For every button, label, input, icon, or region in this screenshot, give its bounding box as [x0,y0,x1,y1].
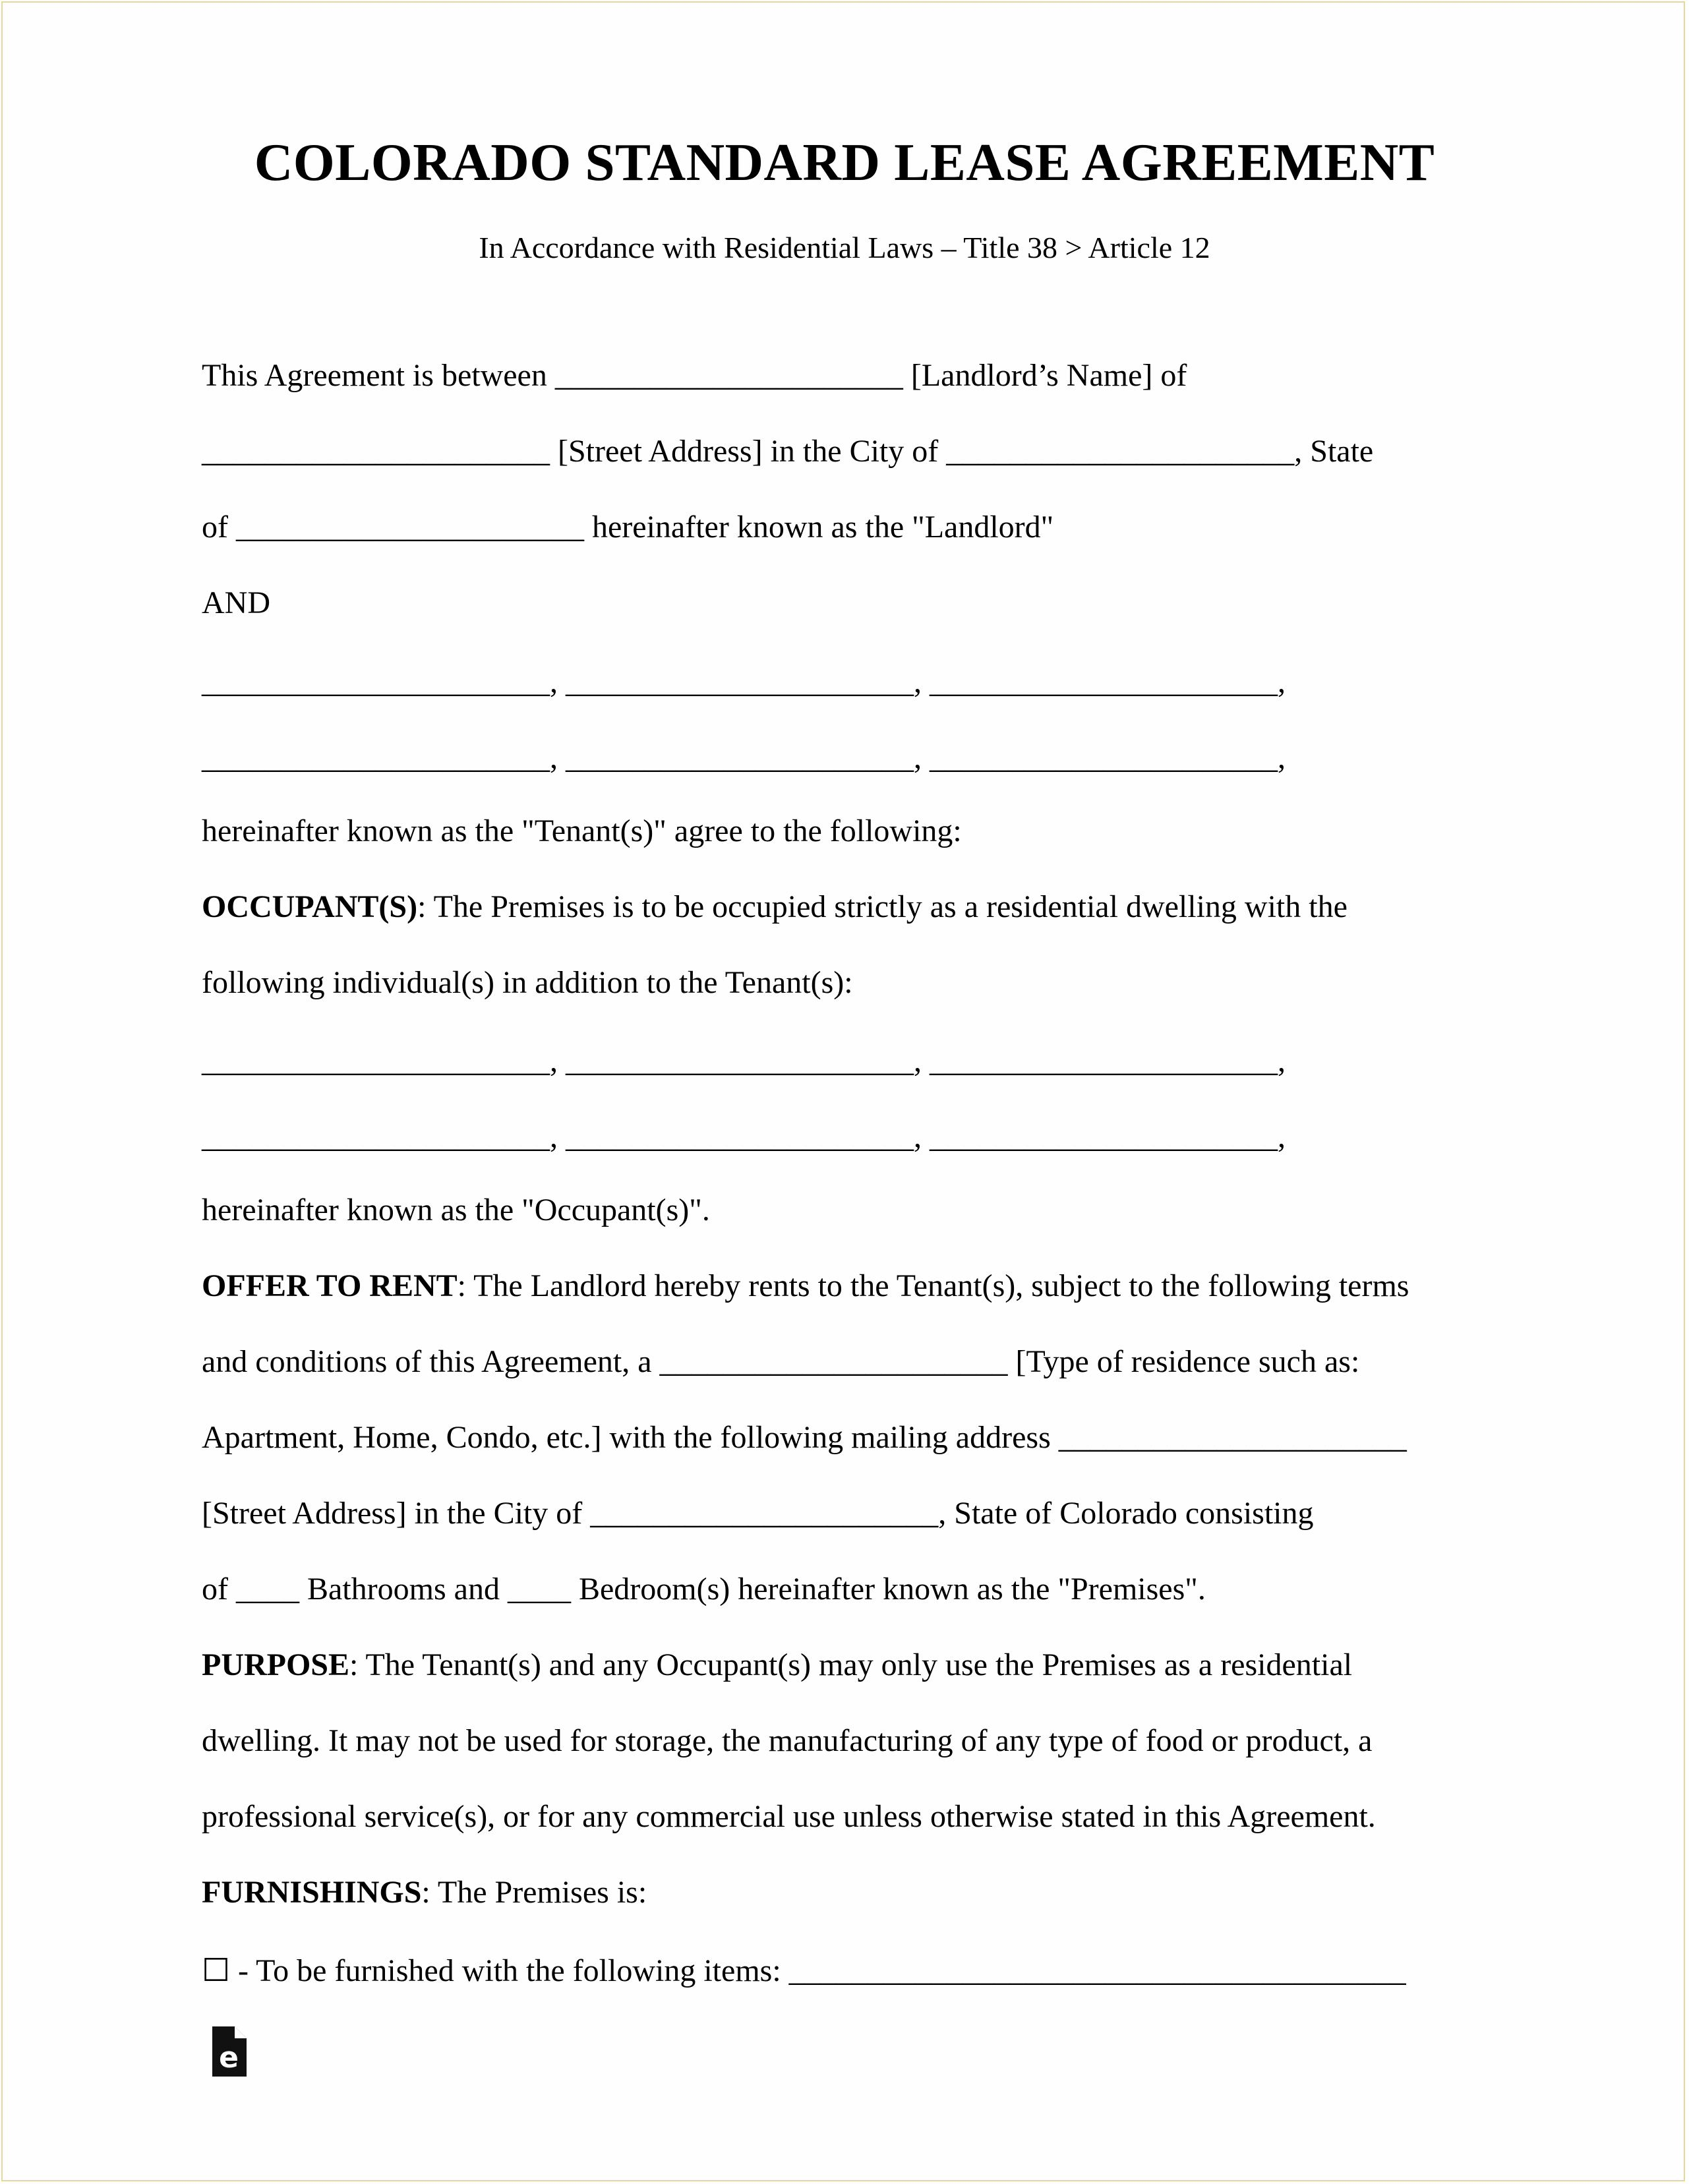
purpose-clause-line [202,1646,1352,1684]
mailing-address-line: Apartment, Home, Condo, etc.] with the following mailing address ______________________ [202,1420,1407,1455]
occupants-known-as-line: hereinafter known as the "Occupant(s)". [202,1193,710,1227]
occupant-names-line-1: ______________________, ______________________, ______________________, [202,1044,1286,1078]
residence-type-line: and conditions of this Agreement, a ______________________ [Type of residence such as: [202,1344,1360,1379]
occupant-names-line-2: ______________________, ______________________, ______________________, [202,1119,1286,1154]
tenants-known-as-line: hereinafter known as the "Tenant(s)" agree to the following: [202,813,962,848]
occupants-individuals-line: following individual(s) in addition to the Tenant(s): [202,965,853,1000]
tenant-names-line-2: ______________________, ______________________, ______________________, [202,740,1286,775]
furnished-option-text: - To be furnished with the following items: _______________________________________ [230,1953,1406,1988]
landlord-state-line: of ______________________ hereinafter known as the "Landlord" [202,510,1054,545]
landlord-address-line: ______________________ [Street Address] in the City of ______________________, State [202,434,1374,469]
offer-to-rent-text: : The Landlord hereby rents to the Tenant(s), subject to the following terms [457,1268,1409,1303]
furnished-option-line [202,1952,1406,1990]
purpose-line-2: dwelling. It may not be used for storage, the manufacturing of any type of food or product, a [202,1723,1373,1758]
furnishings-text: : The Premises is: [421,1875,647,1910]
purpose-line-3: professional service(s), or for any commercial use unless otherwise stated in this Agreement. [202,1799,1376,1834]
agreement-parties-line: This Agreement is between ______________________ [Landlord’s Name] of [202,358,1187,393]
furnishings-heading: FURNISHINGS [202,1875,422,1910]
offer-to-rent-heading: OFFER TO RENT [202,1268,458,1303]
occupants-text: : The Premises is to be occupied strictly as a residential dwelling with the [417,889,1348,924]
purpose-heading: PURPOSE [202,1647,350,1682]
document-title: COLORADO STANDARD LEASE AGREEMENT [254,133,1435,192]
bathrooms-bedrooms-line: of ____ Bathrooms and ____ Bedroom(s) hereinafter known as the "Premises". [202,1572,1206,1607]
page-border [1,1,1685,2181]
premises-city-line: [Street Address] in the City of ______________________, State of Colorado consisting [202,1496,1314,1531]
tenant-names-line-1: ______________________, ______________________, ______________________, [202,664,1286,699]
purpose-text: : The Tenant(s) and any Occupant(s) may only use the Premises as a residential [349,1647,1353,1682]
offer-to-rent-line [202,1267,1409,1305]
document-logo-icon [210,2025,248,2078]
document-subtitle: In Accordance with Residential Laws – Title 38 > Article 12 [479,231,1210,264]
furnished-checkbox[interactable]: ☐ [202,1953,231,1988]
furnishings-clause-line [202,1874,647,1912]
occupants-heading: OCCUPANT(S) [202,889,418,924]
logo-letter: e [219,2041,239,2075]
and-line: AND [202,585,270,620]
occupants-clause-line [202,888,1348,926]
